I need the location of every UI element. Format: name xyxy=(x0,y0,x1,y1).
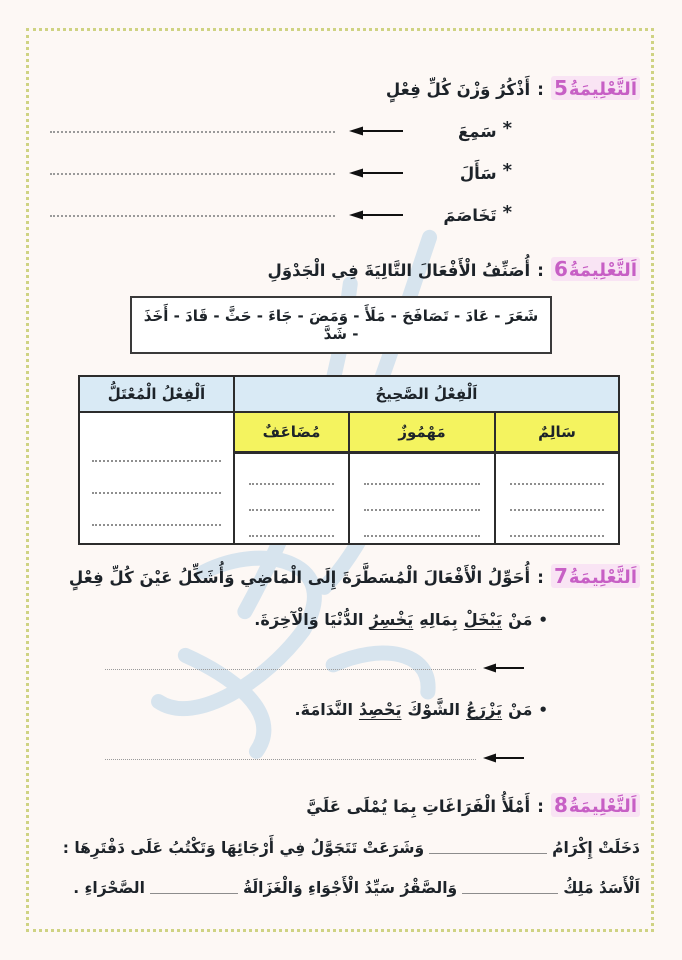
section5-title: أَذْكُرُ وَزْنَ كُلِّ فِعْلٍ xyxy=(385,80,531,99)
answer-dotted-line xyxy=(50,215,335,217)
verb-word: تَخَاصَمَ xyxy=(443,206,497,225)
header-sound-verb: اَلْفِعْلُ الصَّحِيحُ xyxy=(234,376,619,412)
verbs-list-box: شَعَرَ - عَادَ - تَصَافَحَ - مَلَأَ - وَمَضَ - جَاءَ - حَثَّ - قَادَ - أَخَذَ - شَدَّ xyxy=(130,296,552,354)
section6-title: أُصَنِّفُ الْأَفْعَالَ التَّالِيَةَ فِي الْجَدْوَلِ xyxy=(267,261,531,280)
answer-arrow-line xyxy=(42,659,640,678)
section5-heading xyxy=(42,76,640,100)
sentence-word: الشَّوْكَ xyxy=(407,700,460,719)
verb-item xyxy=(42,202,640,226)
verb-word: سَمِعَ xyxy=(458,122,497,141)
worksheet-content xyxy=(42,76,640,897)
answer-dotted-line xyxy=(92,524,221,526)
answer-dotted-line xyxy=(105,668,476,670)
dictation-text: وَالصَّقْرُ سَيِّدُ الْأَجْوَاءِ وَالْغَزَالَةُ xyxy=(242,879,458,897)
section5-badge xyxy=(551,76,640,100)
section7-title: أُحَوِّلُ الْأَفْعَالَ الْمُسَطَّرَةَ إِلَى الْمَاضِي وَأُشَكِّلُ عَيْنَ كُلِّ فِعْلٍ xyxy=(68,568,531,587)
section6-heading xyxy=(42,257,640,281)
section7-label: اَلتَّعْلِيمَةُ xyxy=(568,567,637,588)
section7-colon: : xyxy=(537,568,544,588)
section6-badge xyxy=(551,257,640,281)
dictation-text: اَلْأَسَدُ مَلِكُ xyxy=(563,879,640,897)
answer-dotted-line xyxy=(92,492,221,494)
dictation-line xyxy=(42,839,640,857)
answer-arrow-line xyxy=(42,749,640,768)
classification-table xyxy=(78,375,620,545)
subheader-mudaaf: مُضَاعَفٌ xyxy=(234,412,349,452)
underlined-verb: يَحْصِدُ xyxy=(358,700,402,719)
subheader-salim: سَالِمٌ xyxy=(495,412,619,452)
answer-dotted-line xyxy=(510,535,604,537)
left-arrow-icon xyxy=(347,164,405,183)
answer-dotted-line xyxy=(50,131,335,133)
mahmuz-answer-cell xyxy=(349,452,495,544)
mudaaf-answer-cell xyxy=(234,452,349,544)
header-weak-verb: اَلْفِعْلُ الْمُعْتَلُّ xyxy=(79,376,234,412)
section8-title: أَمْلَأُ الْفَرَاغَاتِ بِمَا يُمْلَى عَلَيَّ xyxy=(306,797,531,816)
dot-bullet-icon: • xyxy=(538,701,548,719)
subheader-mahmuz: مَهْمُوزٌ xyxy=(349,412,495,452)
section7-badge xyxy=(551,564,640,588)
section8-heading xyxy=(42,793,640,817)
answer-dotted-line xyxy=(510,509,604,511)
answer-dotted-line xyxy=(364,483,480,485)
section6-number: 6 xyxy=(553,257,568,281)
star-bullet-icon: * xyxy=(502,118,512,139)
verb-word: سَأَلَ xyxy=(459,164,497,183)
verb-item xyxy=(42,118,640,142)
answer-dotted-line xyxy=(105,758,476,760)
left-arrow-icon xyxy=(347,122,405,141)
fill-in-blank xyxy=(150,893,238,894)
sentence-word: مَنْ xyxy=(508,610,533,629)
answer-dotted-line xyxy=(510,483,604,485)
sentence-word: الدُّنْيَا وَالْآخِرَةَ. xyxy=(254,610,364,629)
answer-dotted-line xyxy=(92,460,221,462)
table-sub-header-row xyxy=(79,412,619,452)
salim-answer-cell xyxy=(495,452,619,544)
section6-colon: : xyxy=(537,261,544,281)
dictation-text: دَخَلَتْ إِكْرَامُ xyxy=(552,839,640,857)
answer-dotted-line xyxy=(50,173,335,175)
answer-dotted-line xyxy=(364,535,480,537)
fill-in-blank xyxy=(429,853,547,854)
underlined-verb: يَبْخَلْ xyxy=(463,610,503,629)
section8-colon: : xyxy=(537,797,544,817)
answer-dotted-line xyxy=(249,483,334,485)
section7-heading xyxy=(42,564,640,588)
underlined-verb: يَزْرَعُ xyxy=(465,700,503,719)
sentence-word: مَنْ xyxy=(508,700,533,719)
dictation-line xyxy=(42,879,640,897)
section5-number: 5 xyxy=(553,76,568,100)
section8-badge xyxy=(551,793,640,817)
sentence-word: النَّدَامَةَ. xyxy=(294,700,353,719)
star-bullet-icon: * xyxy=(502,160,512,181)
answer-dotted-line xyxy=(364,509,480,511)
star-bullet-icon: * xyxy=(502,202,512,223)
sentence-item xyxy=(42,700,640,719)
section5-colon: : xyxy=(537,80,544,100)
answer-dotted-line xyxy=(249,535,334,537)
section5-label: اَلتَّعْلِيمَةُ xyxy=(568,79,637,100)
section6-label: اَلتَّعْلِيمَةُ xyxy=(568,260,637,281)
dictation-text: وَشَرَعَتْ تَتَجَوَّلُ فِي أَرْجَائِهَا وَتَكْتُبُ عَلَى دَفْتَرِهَا : xyxy=(62,839,425,857)
left-arrow-icon xyxy=(482,659,526,678)
answer-dotted-line xyxy=(249,509,334,511)
underlined-verb: يَخْسِرُ xyxy=(369,610,414,629)
table-main-header-row xyxy=(79,376,619,412)
fill-in-blank xyxy=(462,893,558,894)
section8-label: اَلتَّعْلِيمَةُ xyxy=(568,796,637,817)
left-arrow-icon xyxy=(347,206,405,225)
section7-number: 7 xyxy=(553,564,568,588)
left-arrow-icon xyxy=(482,749,526,768)
dictation-text: الصَّحْرَاءِ . xyxy=(73,879,145,897)
dot-bullet-icon: • xyxy=(538,611,548,629)
section8-number: 8 xyxy=(553,793,568,817)
verb-item xyxy=(42,160,640,184)
sentence-item xyxy=(42,610,640,629)
sentence-word: بِمَالِهِ xyxy=(419,610,458,629)
weak-verb-answer-cell xyxy=(79,412,234,544)
